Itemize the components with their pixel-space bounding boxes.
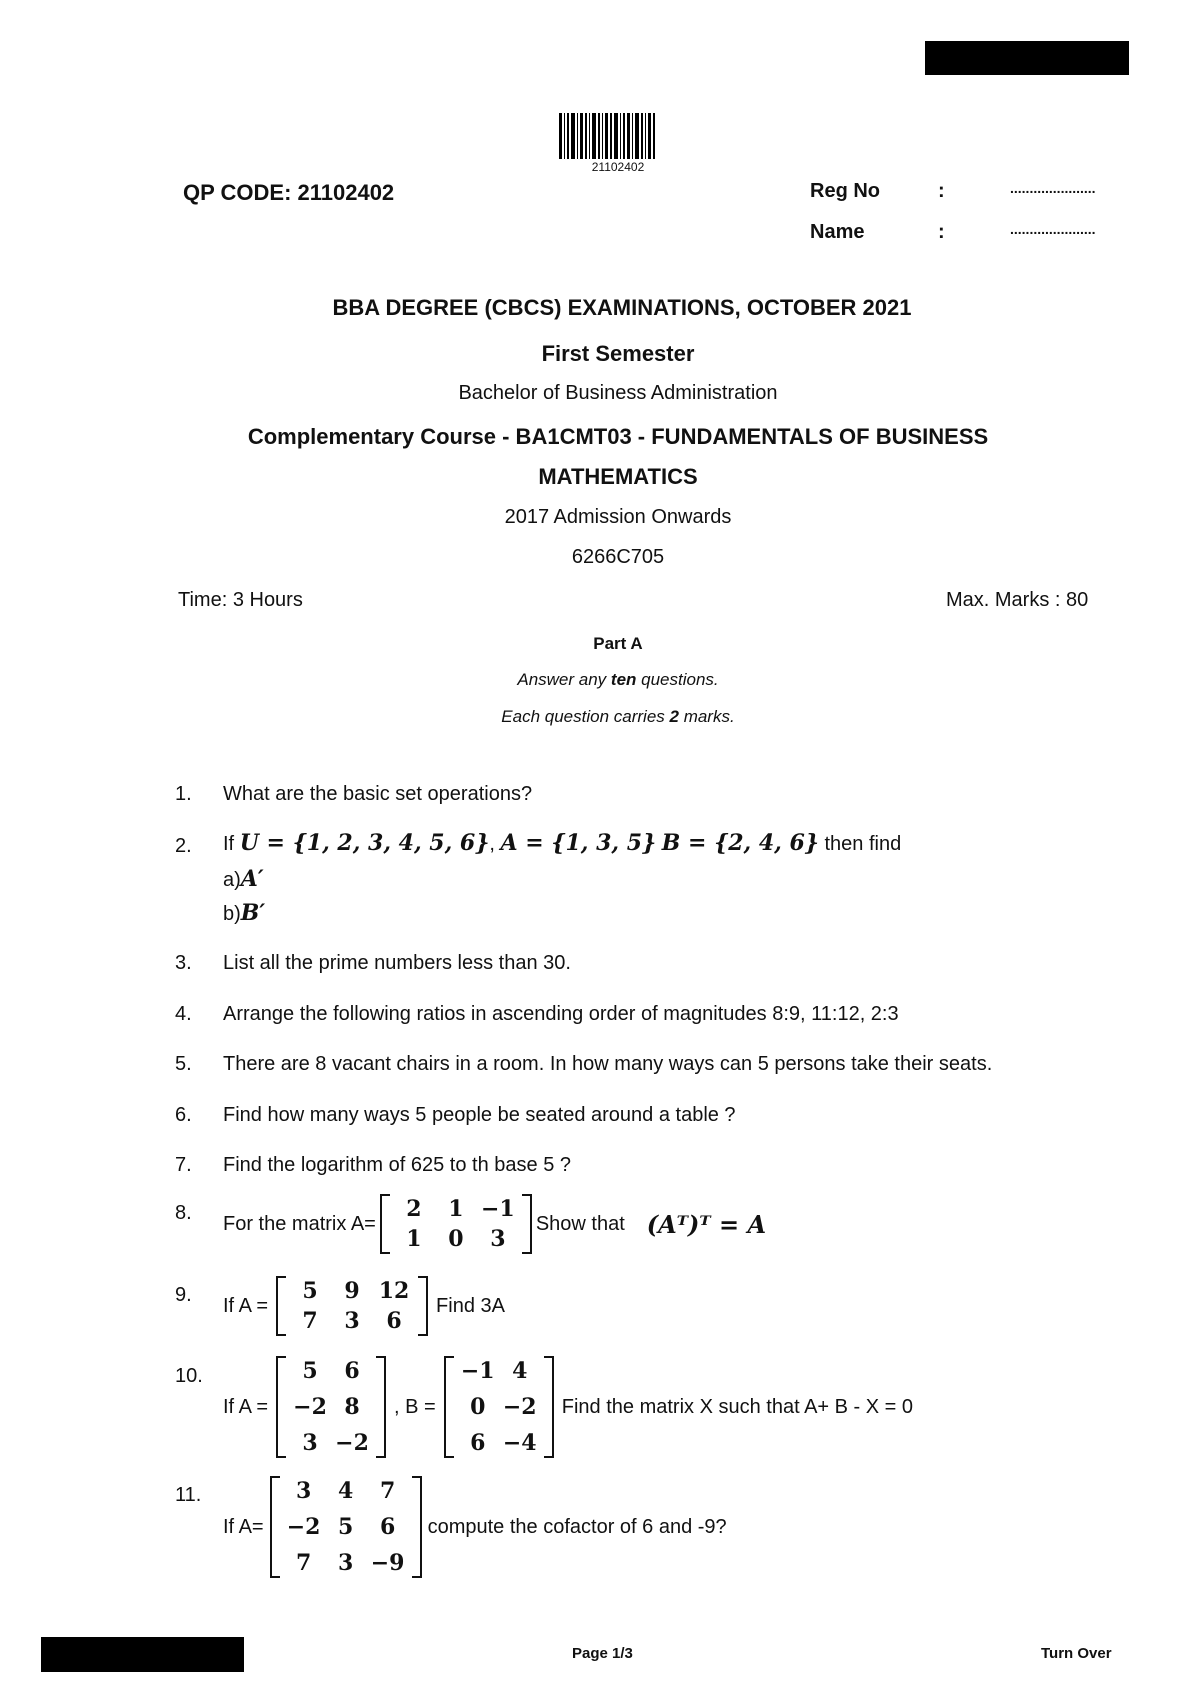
q9-matrix-grid xyxy=(286,1276,418,1336)
q6-text: Find how many ways 5 people be seated around a table ? xyxy=(223,1104,736,1126)
q8-number: 8. xyxy=(175,1202,192,1224)
paper-code: 6266C705 xyxy=(571,546,665,568)
q10-text xyxy=(223,1356,913,1458)
q2-part-b-math: B′ xyxy=(240,900,266,926)
q10-matrix-a-grid xyxy=(286,1356,376,1458)
q10-matrix-a xyxy=(276,1356,386,1458)
matrix-cell: −2 xyxy=(335,1430,369,1456)
q2-set-a: A = {1, 3, 5} xyxy=(500,830,657,856)
q11-matrix-grid xyxy=(280,1476,412,1578)
matrix-cell: 5 xyxy=(337,1514,354,1540)
q10-mid: , B = xyxy=(394,1395,436,1418)
q10-matrix-b xyxy=(444,1356,554,1458)
matrix-cell: 0 xyxy=(470,1394,486,1420)
q2-text xyxy=(223,830,901,856)
q3-text: List all the prime numbers less than 30. xyxy=(223,952,571,974)
matrix-cell: −4 xyxy=(502,1430,537,1456)
bracket-right xyxy=(412,1476,422,1578)
q11-text xyxy=(223,1476,727,1578)
admission: 2017 Admission Onwards xyxy=(504,506,732,528)
instruction-1-b: ten xyxy=(610,670,637,689)
barcode xyxy=(559,113,677,174)
matrix-cell: −2 xyxy=(286,1514,321,1540)
name-colon: : xyxy=(938,221,945,243)
bracket-left xyxy=(444,1356,454,1458)
matrix-cell: 6 xyxy=(379,1514,396,1540)
q2-pre: If xyxy=(223,833,235,855)
matrix-cell: 3 xyxy=(295,1478,312,1504)
bracket-left xyxy=(270,1476,280,1578)
q5-number: 5. xyxy=(175,1053,192,1075)
matrix-cell: 4 xyxy=(337,1478,354,1504)
q2-part-b xyxy=(223,900,265,926)
matrix-cell: −1 xyxy=(460,1358,495,1384)
reg-no-field: ...................... xyxy=(1010,180,1096,196)
q5-text: There are 8 vacant chairs in a room. In how many ways can 5 persons take their seats. xyxy=(223,1053,993,1075)
matrix-cell: 9 xyxy=(344,1278,360,1304)
bracket-right xyxy=(376,1356,386,1458)
bracket-left xyxy=(276,1356,286,1458)
program: Bachelor of Business Administration xyxy=(458,382,778,404)
q2-part-a xyxy=(223,866,264,892)
q8-equation: (Aᵀ)ᵀ = A xyxy=(646,1209,767,1239)
page-number: Page 1/3 xyxy=(572,1645,633,1662)
barcode-bars xyxy=(559,113,677,159)
matrix-cell: 1 xyxy=(406,1226,422,1252)
matrix-cell: 3 xyxy=(302,1430,318,1456)
part-title: Part A xyxy=(593,634,643,653)
q9-number: 9. xyxy=(175,1284,192,1306)
instruction-2 xyxy=(18,707,1200,727)
q8-mid: Show that xyxy=(535,1212,625,1235)
name-field: ...................... xyxy=(1010,221,1096,237)
matrix-cell: 3 xyxy=(337,1550,354,1576)
course-line-2: MATHEMATICS xyxy=(538,464,698,489)
q7-number: 7. xyxy=(175,1154,192,1176)
bracket-right xyxy=(544,1356,554,1458)
q10-matrix-b-grid xyxy=(454,1356,544,1458)
q10-post: Find the matrix X such that A+ B - X = 0 xyxy=(561,1395,914,1418)
q2-comma: , xyxy=(489,833,495,855)
redaction-box-bottom xyxy=(41,1637,244,1672)
matrix-cell: 3 xyxy=(490,1226,506,1252)
q8-text xyxy=(223,1194,766,1254)
q11-number: 11. xyxy=(175,1484,202,1506)
q8-pre: For the matrix A= xyxy=(223,1212,376,1235)
q2-set-b: B = {2, 4, 6} xyxy=(661,830,819,856)
matrix-cell: −9 xyxy=(370,1550,405,1576)
matrix-cell: 12 xyxy=(378,1278,410,1304)
exam-title: BBA DEGREE (CBCS) EXAMINATIONS, OCTOBER 2021 xyxy=(332,295,912,320)
q2-set-u: U = {1, 2, 3, 4, 5, 6} xyxy=(239,830,490,856)
matrix-cell: 2 xyxy=(406,1196,422,1222)
instruction-2-a: Each question carries xyxy=(501,707,670,726)
bracket-right xyxy=(522,1194,532,1254)
q9-text xyxy=(223,1276,505,1336)
q7-text: Find the logarithm of 625 to th base 5 ? xyxy=(223,1154,571,1176)
q4-number: 4. xyxy=(175,1003,192,1025)
course-line-1: Complementary Course - BA1CMT03 - FUNDAMENTALS OF BUSINESS xyxy=(247,424,989,449)
q1-number: 1. xyxy=(175,783,192,805)
redaction-box-top xyxy=(925,41,1129,75)
matrix-cell: 6 xyxy=(344,1358,360,1384)
matrix-cell: 6 xyxy=(470,1430,486,1456)
q2-number: 2. xyxy=(175,835,192,857)
matrix-cell: 7 xyxy=(379,1478,396,1504)
reg-no-colon: : xyxy=(938,180,945,202)
barcode-number: 21102402 xyxy=(591,160,645,174)
matrix-cell: 4 xyxy=(512,1358,528,1384)
bracket-left xyxy=(380,1194,390,1254)
matrix-cell: 7 xyxy=(295,1550,312,1576)
bracket-left xyxy=(276,1276,286,1336)
instruction-1-a: Answer any xyxy=(517,670,611,689)
q9-post: Find 3A xyxy=(436,1294,505,1317)
matrix-cell: −2 xyxy=(293,1394,327,1420)
q9-matrix xyxy=(276,1276,428,1336)
max-marks: Max. Marks : 80 xyxy=(946,589,1089,611)
qp-code: QP CODE: 21102402 xyxy=(183,180,395,205)
matrix-cell: 5 xyxy=(302,1278,318,1304)
q11-pre: If A= xyxy=(223,1515,264,1538)
q8-matrix-grid xyxy=(390,1194,522,1254)
q2-part-a-math: A′ xyxy=(240,866,264,892)
matrix-cell: −2 xyxy=(502,1394,537,1420)
instruction-1-c: questions. xyxy=(636,670,719,689)
q4-text: Arrange the following ratios in ascending order of magnitudes 8:9, 11:12, 2:3 xyxy=(223,1003,899,1025)
time: Time: 3 Hours xyxy=(178,589,303,611)
q11-post: compute the cofactor of 6 and -9? xyxy=(427,1515,727,1538)
instruction-1 xyxy=(18,670,1200,690)
matrix-cell: 0 xyxy=(448,1226,464,1252)
q10-number: 10. xyxy=(175,1365,203,1387)
semester: First Semester xyxy=(541,341,695,366)
q2-part-b-label: b) xyxy=(223,903,241,925)
matrix-cell: 1 xyxy=(448,1196,464,1222)
bracket-right xyxy=(418,1276,428,1336)
reg-no-label: Reg No xyxy=(810,180,880,202)
matrix-cell: 8 xyxy=(344,1394,360,1420)
q9-pre: If A = xyxy=(223,1294,269,1317)
matrix-cell: 6 xyxy=(386,1308,402,1334)
instruction-2-b: 2 xyxy=(669,707,679,726)
turn-over: Turn Over xyxy=(1041,1645,1112,1662)
q11-matrix xyxy=(270,1476,422,1578)
q2-post: then find xyxy=(824,833,902,855)
q10-pre: If A = xyxy=(223,1395,269,1418)
q1-text: What are the basic set operations? xyxy=(223,783,533,805)
matrix-cell: 7 xyxy=(302,1308,318,1334)
q3-number: 3. xyxy=(175,952,192,974)
q8-matrix xyxy=(380,1194,532,1254)
matrix-cell: 5 xyxy=(302,1358,318,1384)
instruction-2-c: marks. xyxy=(678,707,735,726)
q2-part-a-label: a) xyxy=(223,869,241,891)
matrix-cell: 3 xyxy=(344,1308,360,1334)
matrix-cell: −1 xyxy=(480,1196,515,1222)
q6-number: 6. xyxy=(175,1104,192,1126)
name-label: Name xyxy=(810,221,865,243)
